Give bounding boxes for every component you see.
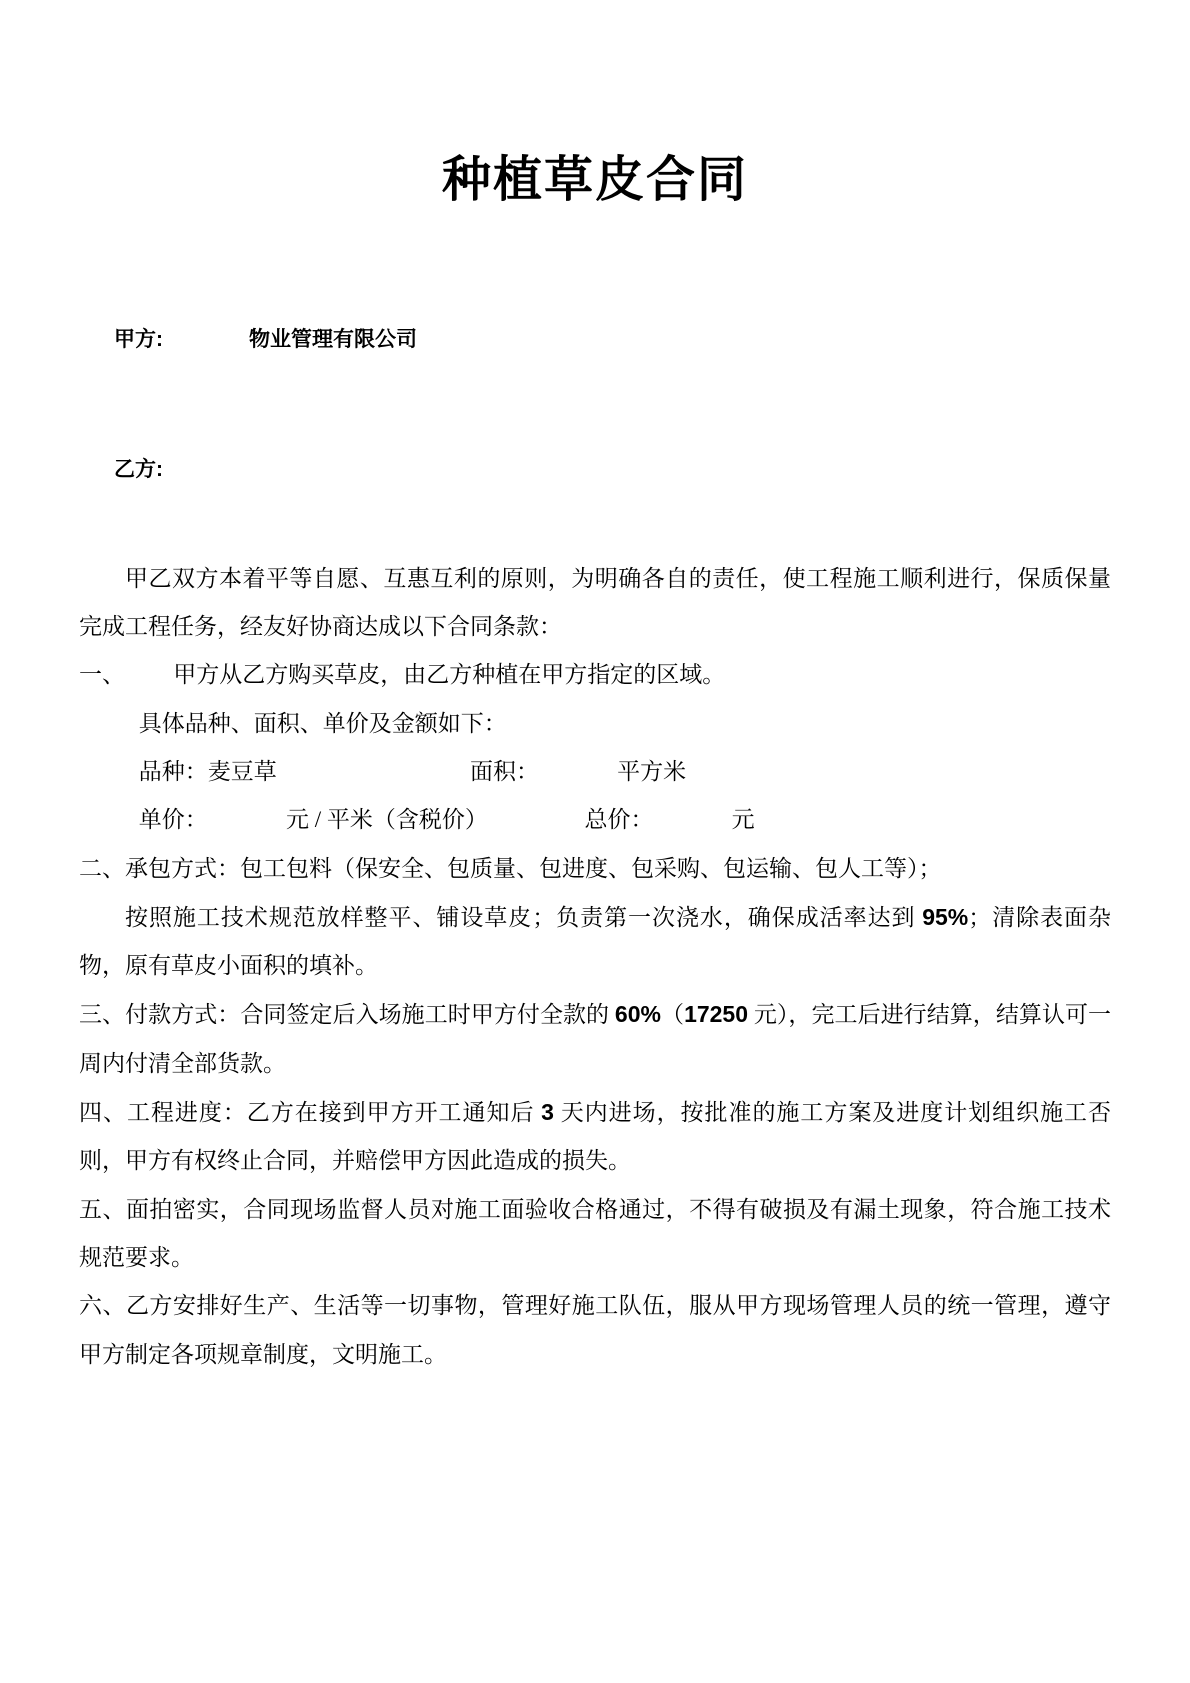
party-a-value[interactable]: 物业管理有限公司: [249, 327, 418, 351]
clause-1-number: 一、: [79, 662, 125, 688]
party-b-label: 乙方:: [114, 457, 164, 481]
unit-price-label: 单价：: [138, 807, 208, 833]
clause-4-text-a: 工程进度：乙方在接到甲方开工通知后: [126, 1100, 542, 1126]
clause-3-number: 三、: [79, 1002, 126, 1028]
clause-3-text-a: 付款方式：合同签定后入场施工时甲方付全款的: [125, 1002, 615, 1028]
preamble-paragraph: 甲乙双方本着平等自愿、互惠互利的原则，为明确各自的责任，使工程施工顺利进行，保质保量完成工程任务，经友好协商达成以下合同条款：: [79, 565, 1111, 640]
clause-5: [79, 1186, 1111, 1283]
clause-2-detail: [79, 893, 1111, 991]
clause-2-text: 承包方式：包工包料（保安全、包质量、包进度、包采购、包运输、包人工等）；: [125, 855, 942, 881]
clause-4-number: 四、: [79, 1100, 127, 1126]
clause-3: [79, 990, 1111, 1088]
variety-value[interactable]: 麦豆草: [207, 759, 277, 784]
clause-3-text-b: （: [660, 1002, 685, 1028]
party-row-first: [79, 308, 1111, 371]
clause-6: [79, 1282, 1111, 1379]
unit-price-unit: 元 / 平米（含税价）: [285, 807, 488, 833]
clause-2: [79, 845, 1111, 893]
clause-5-number: 五、: [79, 1196, 126, 1222]
variety-label: 品种：: [138, 759, 208, 784]
contract-body: [79, 555, 1111, 1379]
party-row-second: [79, 438, 1111, 501]
clause-4-text-b: 天内进场，按批准的施工方案及进度计划组织施工否则，甲方有权终止合同，并赔偿甲方因此造成的损失。: [79, 1100, 1112, 1174]
clause-5-text: 面拍密实，合同现场监督人员对施工面验收合格通过，不得有破损及有漏土现象，符合施工技术规范要求。: [79, 1196, 1112, 1270]
total-price-unit: 元: [731, 807, 755, 833]
clause-2-detail-text-b: ；清除表面杂物，原有草皮小面积的填补。: [79, 904, 1112, 979]
clause-2-number: 二、: [79, 855, 125, 881]
survival-rate-value: 95%: [922, 903, 969, 930]
deposit-percent-value: 60%: [614, 1001, 661, 1028]
clause-1-variety-row: [79, 748, 1111, 796]
clause-4: [79, 1088, 1111, 1186]
clause-2-detail-text-a: 按照施工技术规范放样整平、铺设草皮；负责第一次浇水，确保成活率达到: [125, 904, 923, 930]
page-title: 种植草皮合同: [441, 153, 748, 207]
party-a-label: 甲方:: [114, 327, 164, 351]
clause-1-text: 甲方从乙方购买草皮，由乙方种植在甲方指定的区域。: [173, 662, 726, 688]
mobilization-days-value: 3: [541, 1099, 554, 1126]
clause-1-detail-header-text: 具体品种、面积、单价及金额如下：: [138, 710, 507, 736]
clause-6-number: 六、: [79, 1293, 126, 1319]
deposit-amount-value: 17250: [684, 1001, 749, 1028]
clause-6-text: 乙方安排好生产、生活等一切事物，管理好施工队伍，服从甲方现场管理人员的统一管理，遵守甲方制定各项规章制度，文明施工。: [79, 1293, 1112, 1367]
area-unit: 平方米: [617, 759, 687, 784]
area-label: 面积：: [469, 759, 539, 784]
total-price-label: 总价：: [584, 807, 654, 833]
party-block: [79, 308, 1111, 501]
clause-1-price-row: [79, 796, 1111, 844]
clause-1-detail-header: [79, 700, 1111, 748]
clause-1: [79, 651, 1111, 699]
clause-3-text-c: 元），完工后进行结算，结算认可一周内付清全部货款。: [79, 1002, 1112, 1076]
